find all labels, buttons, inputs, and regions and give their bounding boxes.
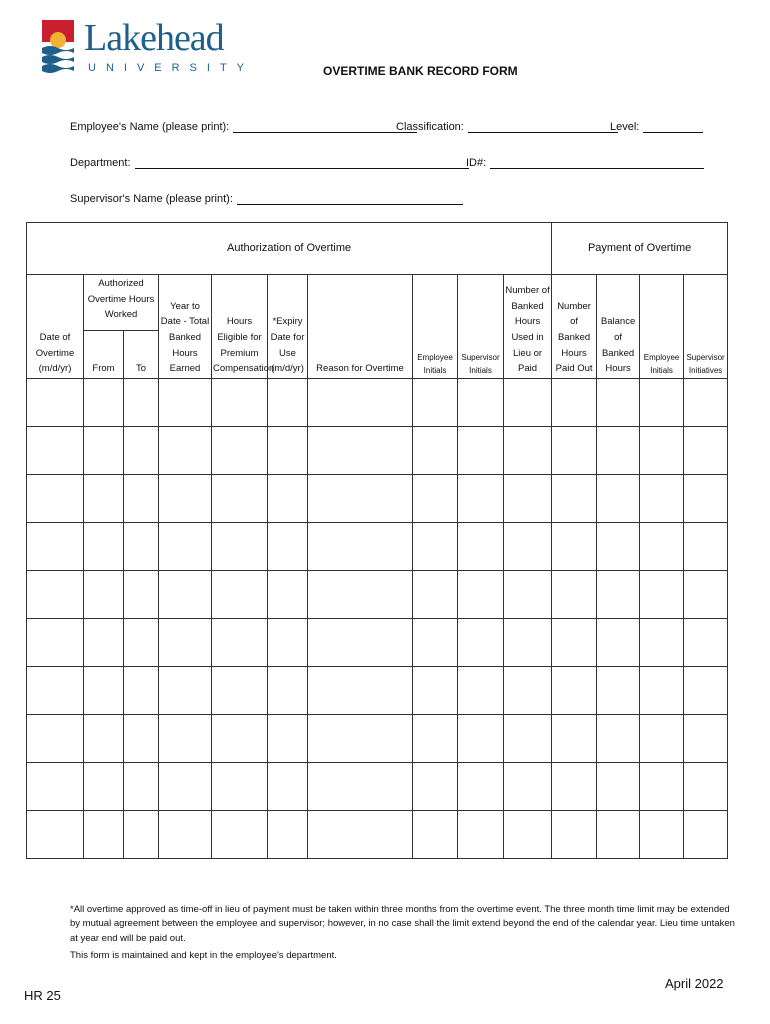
table-cell[interactable] [640,715,684,763]
crest-icon [40,18,76,78]
table-cell[interactable] [124,523,159,571]
table-cell[interactable] [552,523,597,571]
table-row [27,571,728,619]
table-cell[interactable] [458,523,504,571]
table-cell[interactable] [268,427,308,475]
table-cell[interactable] [84,667,124,715]
table-cell[interactable] [27,715,84,763]
table-cell[interactable] [308,379,413,427]
logo-sub: UNIVERSITY [88,62,255,74]
form-title: OVERTIME BANK RECORD FORM [323,64,518,78]
table-cell[interactable] [552,571,597,619]
table-cell[interactable] [597,379,640,427]
table-cell[interactable] [413,379,458,427]
table-cell[interactable] [124,667,159,715]
classification-label: Classification: [396,121,464,133]
table-cell[interactable] [684,571,728,619]
table-cell[interactable] [504,475,552,523]
table-cell[interactable] [458,763,504,811]
table-cell[interactable] [159,523,212,571]
table-cell[interactable] [597,571,640,619]
department-field[interactable] [70,156,469,169]
table-cell[interactable] [640,571,684,619]
table-cell[interactable] [597,763,640,811]
level-field[interactable] [610,120,703,133]
pay-group-header: Payment of Overtime [552,223,728,275]
table-cell[interactable] [124,763,159,811]
table-cell[interactable] [27,667,84,715]
table-cell[interactable] [413,427,458,475]
table-cell[interactable] [504,619,552,667]
table-cell[interactable] [413,715,458,763]
table-cell[interactable] [27,475,84,523]
table-cell[interactable] [84,811,124,859]
table-cell[interactable] [458,571,504,619]
table-cell[interactable] [124,475,159,523]
employee-name-label: Employee's Name (please print): [70,121,230,133]
employee-initials-pay-header: Employee Initials [640,275,684,379]
table-cell[interactable] [124,571,159,619]
table-cell[interactable] [124,811,159,859]
table-cell[interactable] [308,523,413,571]
level-line[interactable] [643,120,703,133]
table-cell[interactable] [212,475,268,523]
table-cell[interactable] [413,475,458,523]
table-cell[interactable] [458,811,504,859]
reason-header: Reason for Overtime [308,275,413,379]
maintained-note: This form is maintained and kept in the employee's department. [70,950,337,961]
table-cell[interactable] [458,715,504,763]
table-cell[interactable] [27,427,84,475]
overtime-table [26,222,728,859]
table-cell[interactable] [268,475,308,523]
table-cell[interactable] [212,571,268,619]
table-cell[interactable] [268,667,308,715]
paid-out-header: Number of Banked Hours Paid Out [552,275,597,379]
table-cell[interactable] [640,763,684,811]
id-field[interactable] [466,156,704,169]
supervisor-name-label: Supervisor's Name (please print): [70,193,233,205]
table-cell[interactable] [308,763,413,811]
employee-name-line[interactable] [233,120,417,133]
table-cell[interactable] [597,427,640,475]
table-cell[interactable] [27,811,84,859]
table-cell[interactable] [458,475,504,523]
table-cell[interactable] [458,379,504,427]
table-cell[interactable] [124,619,159,667]
table-cell[interactable] [212,715,268,763]
supervisor-initials-header: Supervisor Initials [458,275,504,379]
table-cell[interactable] [552,715,597,763]
table-cell[interactable] [597,523,640,571]
table-cell[interactable] [597,667,640,715]
table-cell[interactable] [159,763,212,811]
table-cell[interactable] [504,571,552,619]
form-code: HR 25 [24,988,61,1003]
table-cell[interactable] [124,715,159,763]
table-cell[interactable] [124,427,159,475]
table-cell[interactable] [308,475,413,523]
table-cell[interactable] [268,379,308,427]
table-cell[interactable] [640,427,684,475]
table-cell[interactable] [27,571,84,619]
table-cell[interactable] [413,571,458,619]
table-cell[interactable] [159,475,212,523]
table-row [27,811,728,859]
table-cell[interactable] [684,619,728,667]
logo-name: Lakehead [84,17,224,59]
table-cell[interactable] [597,811,640,859]
table-cell[interactable] [27,763,84,811]
auth-hours-header: Authorized Overtime Hours Worked [84,275,159,331]
employee-initials-header: Employee Initials [413,275,458,379]
employee-name-field[interactable] [70,120,417,133]
table-cell[interactable] [640,667,684,715]
table-cell[interactable] [84,475,124,523]
table-cell[interactable] [504,427,552,475]
table-cell[interactable] [308,619,413,667]
table-row [27,475,728,523]
table-cell[interactable] [504,811,552,859]
table-cell[interactable] [84,763,124,811]
id-label: ID#: [466,157,487,169]
table-cell[interactable] [308,811,413,859]
table-cell[interactable] [308,715,413,763]
date-header: Date of Overtime (m/d/yr) [27,275,84,379]
table-cell[interactable] [684,667,728,715]
revision-date: April 2022 [665,976,724,991]
table-cell[interactable] [27,523,84,571]
table-cell[interactable] [684,523,728,571]
table-cell[interactable] [504,667,552,715]
classification-field[interactable] [396,120,618,133]
to-header: To [124,331,159,379]
table-cell[interactable] [552,619,597,667]
department-line[interactable] [135,156,469,169]
supervisor-name-field[interactable] [70,192,463,205]
table-cell[interactable] [552,379,597,427]
from-header: From [84,331,124,379]
expiry-header: *Expiry Date for Use (m/d/yr) [268,275,308,379]
table-cell[interactable] [159,715,212,763]
table-cell[interactable] [159,619,212,667]
table-cell[interactable] [413,523,458,571]
supervisor-initiatives-header: Supervisor Initiatives [684,275,728,379]
used-lieu-header: Number of Banked Hours Used in Lieu or Paid [504,275,552,379]
table-cell[interactable] [552,763,597,811]
table-row [27,763,728,811]
id-line[interactable] [490,156,704,169]
table-cell[interactable] [504,763,552,811]
table-cell[interactable] [268,715,308,763]
table-cell[interactable] [124,379,159,427]
table-row [27,379,728,427]
table-cell[interactable] [597,619,640,667]
lakehead-logo [40,17,255,82]
supervisor-name-line[interactable] [237,192,463,205]
classification-line[interactable] [468,120,618,133]
table-cell[interactable] [684,475,728,523]
table-cell[interactable] [268,571,308,619]
eligible-header: Hours Eligible for Premium Compensation [212,275,268,379]
footnote: *All overtime approved as time-off in lieu of payment must be taken within three months from the overtime event. The three month time limit may be extended by mutual agreement between the employee and supervisor; however, in no case shall the limit extend beyond the end of the calendar year. Lieu time untaken at year end will be paid out. [70,904,735,944]
table-cell[interactable] [84,715,124,763]
table-cell[interactable] [84,619,124,667]
table-cell[interactable] [684,379,728,427]
table-cell[interactable] [84,523,124,571]
table-cell[interactable] [84,427,124,475]
table-cell[interactable] [640,619,684,667]
table-cell[interactable] [552,427,597,475]
ytd-header: Year to Date - Total Banked Hours Earned [159,275,212,379]
table-cell[interactable] [640,523,684,571]
level-label: Level: [610,121,640,133]
table-cell[interactable] [413,763,458,811]
table-cell[interactable] [552,667,597,715]
table-cell[interactable] [308,667,413,715]
table-cell[interactable] [268,619,308,667]
table-cell[interactable] [504,715,552,763]
table-cell[interactable] [159,379,212,427]
table-cell[interactable] [27,619,84,667]
table-cell[interactable] [212,523,268,571]
table-cell[interactable] [159,811,212,859]
table-cell[interactable] [684,427,728,475]
auth-group-header: Authorization of Overtime [27,223,552,275]
table-cell[interactable] [84,571,124,619]
table-cell[interactable] [308,571,413,619]
table-cell[interactable] [212,811,268,859]
table-cell[interactable] [413,619,458,667]
table-cell[interactable] [458,667,504,715]
table-cell[interactable] [552,475,597,523]
table-cell[interactable] [212,427,268,475]
table-cell[interactable] [504,379,552,427]
table-cell[interactable] [212,379,268,427]
table-cell[interactable] [684,811,728,859]
table-cell[interactable] [308,427,413,475]
table-cell[interactable] [27,379,84,427]
table-cell[interactable] [268,811,308,859]
table-cell[interactable] [458,619,504,667]
table-cell[interactable] [159,427,212,475]
table-cell[interactable] [212,763,268,811]
table-cell[interactable] [159,667,212,715]
table-cell[interactable] [640,811,684,859]
table-cell[interactable] [413,811,458,859]
table-cell[interactable] [552,811,597,859]
table-cell[interactable] [268,763,308,811]
table-row [27,667,728,715]
table-cell[interactable] [84,379,124,427]
balance-header: Balance of Banked Hours [597,275,640,379]
table-cell[interactable] [458,427,504,475]
table-cell[interactable] [597,475,640,523]
table-cell[interactable] [684,715,728,763]
table-cell[interactable] [504,523,552,571]
table-cell[interactable] [684,763,728,811]
table-row [27,427,728,475]
department-label: Department: [70,157,131,169]
table-cell[interactable] [212,667,268,715]
table-cell[interactable] [640,379,684,427]
table-cell[interactable] [212,619,268,667]
table-row [27,523,728,571]
table-cell[interactable] [268,523,308,571]
table-cell[interactable] [159,571,212,619]
table-cell[interactable] [413,667,458,715]
table-cell[interactable] [597,715,640,763]
table-cell[interactable] [640,475,684,523]
table-row [27,619,728,667]
table-row [27,715,728,763]
